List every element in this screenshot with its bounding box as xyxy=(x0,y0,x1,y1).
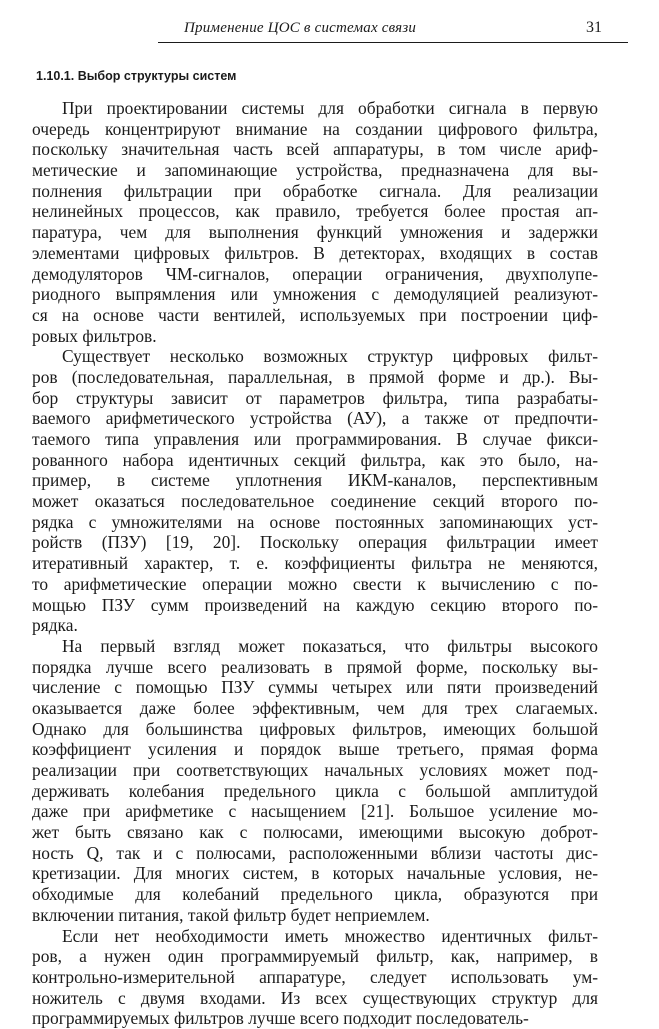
text-line: Однако для большинства цифровых фильтров, имеющих большой xyxy=(32,718,598,739)
text-line: даже при арифметике с насыщением [21]. Большое усиление мо- xyxy=(32,801,598,822)
page-number: 31 xyxy=(586,19,602,36)
text-line: ройств (ПЗУ) [19, 20]. Поскольку операция фильтрации имеет xyxy=(32,532,598,553)
paragraph xyxy=(32,926,598,1029)
text-line: итеративный характер, т. е. коэффициенты фильтра не меняются, xyxy=(32,553,598,574)
text-line: жет быть связано как с полюсами, имеющими высокую доброт- xyxy=(32,822,598,843)
section-heading: 1.10.1. Выбор структуры систем xyxy=(36,69,237,83)
text-line: держивать колебания предельного цикла с большой амплитудой xyxy=(32,780,598,801)
text-line: ся на основе части вентилей, используемых при построении циф- xyxy=(32,304,598,325)
running-title: Применение ЦОС в системах связи xyxy=(184,20,417,36)
text-line: рядка с умножителями на основе постоянных запоминающих уст- xyxy=(32,511,598,532)
text-line: бор структуры зависит от параметров фильтра, типа разрабаты- xyxy=(32,387,598,408)
text-line: ровых фильтров. xyxy=(32,325,157,346)
text-line: контрольно-измерительной аппаратуре, следует использовать ум- xyxy=(32,966,598,987)
text-line: то арифметические операции можно свести к вычислению с по- xyxy=(32,573,598,594)
text-line: ров, а нужен один программируемый фильтр, как, например, в xyxy=(32,946,598,967)
text-line: очередь концентрируют внимание на создании цифрового фильтра, xyxy=(32,118,598,139)
text-line: оказывается даже более эффективным, чем для трех слагаемых. xyxy=(32,697,598,718)
body-text xyxy=(32,98,598,1029)
text-line: мощью ПЗУ сумм произведений на каждую секцию второго по- xyxy=(32,594,598,615)
paragraph xyxy=(32,346,598,636)
text-line: метические и запоминающие устройства, предназначена для вы- xyxy=(32,160,598,181)
text-line: кретизации. Для многих систем, в которых начальные условия, не- xyxy=(32,863,598,884)
running-header xyxy=(158,16,628,44)
text-line: При проектировании системы для обработки сигнала в первую xyxy=(62,98,598,118)
text-line: программируемых фильтров лучше всего подходит последователь- xyxy=(32,1008,529,1029)
text-line: нелинейных процессов, как правило, требуется более простая ап- xyxy=(32,201,598,222)
text-line: демодуляторов ЧМ-сигналов, операции ограничения, двухполупе- xyxy=(32,263,598,284)
text-line: порядка лучше всего реализовать в прямой форме, поскольку вы- xyxy=(32,656,598,677)
text-line: поскольку значительная часть всей аппаратуры, в том числе ариф- xyxy=(32,139,598,160)
text-line: рядка. xyxy=(32,615,78,636)
text-line: ножитель с двумя входами. Из всех существующих структур для xyxy=(32,987,598,1008)
text-line: числение с помощью ПЗУ суммы четырех или пяти произведений xyxy=(32,677,598,698)
paragraph xyxy=(32,98,598,346)
text-line: Если нет необходимости иметь множество идентичных фильт- xyxy=(62,925,598,946)
text-line: элементами цифровых фильтров. В детекторах, входящих в состав xyxy=(32,242,598,263)
text-line: Существует несколько возможных структур цифровых фильт- xyxy=(62,346,598,367)
text-line: На первый взгляд может показаться, что фильтры высокого xyxy=(62,635,598,656)
text-line: риодного выпрямления или умножения с демодуляцией реализуют- xyxy=(32,284,598,305)
text-line: таемого типа управления или программирования. В случае фикси- xyxy=(32,429,598,449)
text-line: может оказаться последовательное соединение секций второго по- xyxy=(32,491,598,512)
text-line: обходимые для колебаний предельного цикла, образуются при xyxy=(32,884,598,905)
text-line: включении питания, такой фильтр будет неприемлем. xyxy=(32,904,430,925)
text-line: ность Q, так и с полюсами, расположенными вблизи частоты дис- xyxy=(32,842,598,863)
text-line: ваемого арифметического устройства (АУ), а также от предпочти- xyxy=(32,408,598,429)
text-line: паратура, чем для выполнения функций умножения и задержки xyxy=(32,222,598,243)
paragraph xyxy=(32,636,598,926)
text-line: ров (последовательная, параллельная, в прямой форме и др.). Вы- xyxy=(32,366,598,387)
header-rule xyxy=(158,42,628,43)
text-line: коэффициент усиления и порядок выше третьего, прямая форма xyxy=(32,739,598,760)
text-line: полнения фильтрации при обработке сигнала. Для реализации xyxy=(32,180,598,201)
text-line: пример, в системе уплотнения ИКМ-каналов, перспективным xyxy=(32,470,598,491)
text-line: рованного набора идентичных секций фильтра, как это было, на- xyxy=(32,449,598,470)
text-line: реализации при соответствующих начальных условиях может под- xyxy=(32,760,598,780)
